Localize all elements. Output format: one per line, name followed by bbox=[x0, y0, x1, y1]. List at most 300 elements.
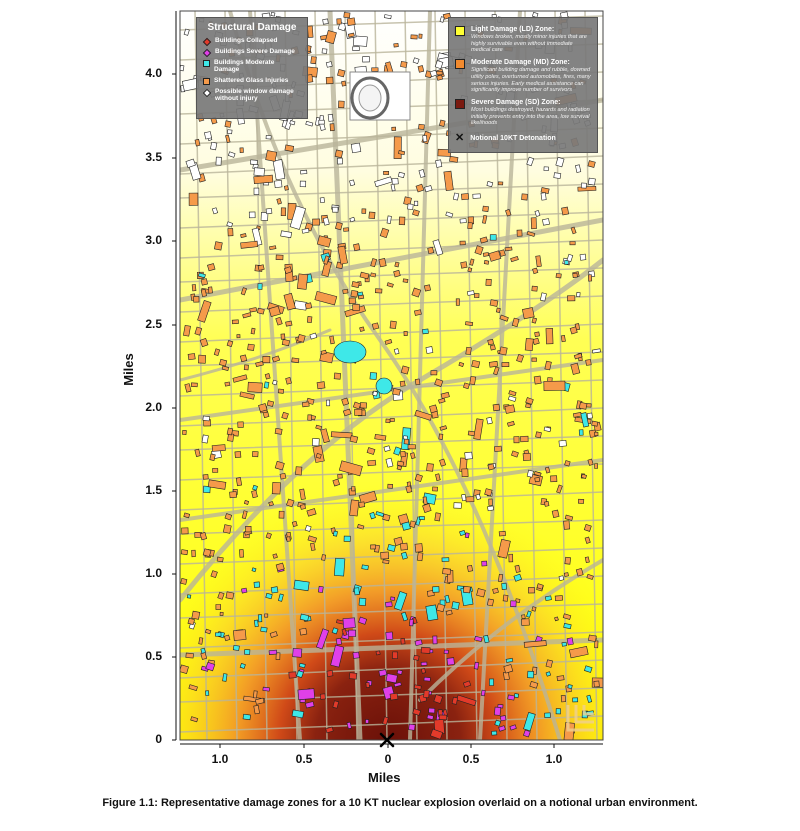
building bbox=[466, 497, 474, 502]
building bbox=[233, 630, 246, 641]
building bbox=[508, 695, 515, 700]
building bbox=[363, 57, 370, 62]
building bbox=[201, 648, 206, 653]
building bbox=[564, 573, 568, 577]
building bbox=[588, 161, 595, 168]
building bbox=[236, 478, 242, 486]
building bbox=[426, 347, 433, 354]
building bbox=[319, 120, 325, 124]
building bbox=[488, 339, 494, 345]
building bbox=[573, 698, 578, 702]
building bbox=[562, 207, 569, 215]
building bbox=[203, 416, 210, 421]
building bbox=[240, 663, 245, 668]
building bbox=[371, 545, 376, 549]
building bbox=[322, 49, 327, 54]
building bbox=[578, 186, 596, 191]
building bbox=[532, 358, 537, 362]
building bbox=[429, 708, 435, 713]
x-tick-label: 1.0 bbox=[545, 752, 563, 766]
building bbox=[381, 552, 389, 559]
building bbox=[327, 670, 333, 676]
building bbox=[490, 235, 496, 241]
building bbox=[555, 596, 562, 601]
building bbox=[320, 197, 324, 202]
building bbox=[320, 694, 325, 700]
building bbox=[266, 593, 272, 599]
building bbox=[275, 428, 282, 434]
building bbox=[227, 428, 233, 435]
building bbox=[342, 81, 346, 86]
building bbox=[488, 464, 495, 470]
building bbox=[235, 451, 241, 457]
building bbox=[245, 526, 251, 532]
building bbox=[244, 365, 248, 370]
building bbox=[250, 160, 257, 165]
building bbox=[536, 432, 542, 438]
building bbox=[522, 615, 526, 619]
building bbox=[287, 537, 291, 542]
building bbox=[465, 452, 473, 459]
building bbox=[362, 209, 366, 214]
building bbox=[192, 284, 196, 290]
building bbox=[383, 171, 388, 174]
building bbox=[442, 558, 449, 562]
building bbox=[568, 684, 573, 688]
building bbox=[188, 618, 195, 624]
x-tick-label: 0.5 bbox=[295, 752, 313, 766]
building bbox=[298, 334, 306, 342]
building bbox=[453, 193, 459, 200]
building bbox=[352, 486, 355, 490]
building bbox=[588, 275, 592, 281]
building bbox=[552, 510, 559, 518]
building bbox=[326, 400, 329, 406]
building bbox=[254, 188, 259, 195]
building bbox=[492, 731, 497, 735]
x-tick-label: 0 bbox=[384, 752, 392, 766]
building bbox=[316, 453, 321, 458]
building bbox=[353, 244, 360, 251]
building bbox=[355, 409, 362, 415]
square-swatch-icon bbox=[203, 78, 210, 85]
building bbox=[376, 651, 380, 655]
building bbox=[353, 652, 359, 658]
pond bbox=[334, 341, 366, 363]
building bbox=[473, 194, 481, 199]
building bbox=[414, 201, 418, 206]
building bbox=[460, 241, 465, 245]
building bbox=[265, 614, 268, 617]
building bbox=[308, 415, 312, 420]
building bbox=[313, 219, 320, 225]
building bbox=[481, 690, 485, 696]
building bbox=[368, 460, 376, 466]
building bbox=[239, 550, 243, 558]
building bbox=[544, 501, 549, 506]
building bbox=[526, 403, 531, 407]
building bbox=[334, 558, 345, 576]
building bbox=[227, 130, 232, 134]
building bbox=[565, 460, 571, 466]
building bbox=[298, 689, 315, 700]
building bbox=[369, 212, 375, 219]
building bbox=[248, 382, 263, 392]
building bbox=[349, 298, 356, 304]
building bbox=[436, 160, 442, 168]
building bbox=[338, 101, 344, 108]
building bbox=[397, 466, 402, 470]
building bbox=[542, 219, 549, 226]
zone-swatch-icon bbox=[455, 26, 465, 36]
zone-swatch-icon bbox=[455, 59, 465, 69]
building bbox=[577, 292, 581, 296]
y-axis-label: Miles bbox=[120, 353, 136, 386]
building bbox=[424, 285, 430, 291]
building bbox=[415, 379, 420, 385]
building bbox=[437, 604, 445, 612]
building bbox=[189, 193, 198, 205]
building bbox=[499, 531, 505, 536]
building bbox=[334, 373, 341, 379]
building bbox=[581, 183, 586, 188]
building bbox=[192, 611, 200, 619]
building bbox=[215, 633, 221, 637]
building bbox=[278, 389, 283, 393]
building bbox=[461, 262, 467, 269]
building bbox=[431, 371, 437, 375]
building bbox=[386, 419, 390, 423]
building bbox=[467, 291, 474, 296]
building bbox=[210, 454, 216, 461]
building bbox=[286, 321, 293, 326]
building bbox=[487, 181, 493, 186]
building bbox=[366, 682, 370, 687]
building bbox=[192, 550, 196, 557]
building bbox=[387, 216, 391, 224]
building bbox=[265, 373, 270, 379]
building bbox=[292, 521, 297, 526]
building bbox=[402, 522, 411, 531]
diamond-swatch-icon bbox=[203, 89, 211, 97]
y-tick-label: 2.0 bbox=[145, 400, 162, 414]
building bbox=[312, 438, 319, 446]
building bbox=[400, 61, 407, 67]
building bbox=[485, 489, 493, 496]
building bbox=[567, 638, 573, 645]
building bbox=[503, 595, 508, 601]
building bbox=[360, 403, 367, 409]
building bbox=[404, 439, 409, 444]
building bbox=[528, 671, 534, 678]
building bbox=[254, 705, 260, 714]
building bbox=[282, 339, 289, 345]
x-tick-label: 1.0 bbox=[211, 752, 229, 766]
y-tick-label: 0 bbox=[155, 732, 162, 746]
building bbox=[343, 228, 348, 232]
stadium bbox=[350, 72, 410, 120]
building bbox=[546, 328, 553, 344]
building bbox=[237, 335, 240, 338]
building bbox=[194, 296, 200, 302]
building bbox=[442, 568, 450, 574]
building bbox=[271, 587, 278, 593]
building bbox=[362, 565, 369, 570]
building bbox=[488, 506, 494, 511]
building bbox=[249, 212, 255, 218]
building bbox=[595, 641, 598, 648]
building bbox=[302, 402, 309, 407]
building bbox=[201, 279, 208, 286]
building bbox=[230, 492, 237, 498]
building bbox=[266, 208, 272, 213]
building bbox=[424, 677, 430, 681]
building bbox=[253, 691, 257, 698]
zone-swatch-icon bbox=[455, 99, 465, 109]
building bbox=[250, 308, 257, 313]
building bbox=[349, 180, 354, 186]
building bbox=[474, 662, 479, 669]
building bbox=[349, 673, 357, 680]
building bbox=[595, 432, 598, 436]
building bbox=[433, 636, 437, 644]
building bbox=[358, 295, 364, 299]
building bbox=[263, 356, 270, 362]
building bbox=[390, 693, 398, 700]
building bbox=[386, 674, 397, 683]
building bbox=[452, 602, 460, 610]
building bbox=[220, 612, 223, 615]
building bbox=[353, 304, 360, 311]
building bbox=[393, 388, 401, 395]
building bbox=[208, 287, 212, 294]
building bbox=[300, 181, 306, 187]
building bbox=[395, 262, 399, 267]
building bbox=[423, 497, 427, 505]
building bbox=[205, 691, 208, 696]
building bbox=[386, 632, 393, 640]
building bbox=[489, 499, 493, 505]
building bbox=[251, 328, 255, 334]
building bbox=[266, 135, 271, 139]
building bbox=[264, 382, 269, 388]
y-axis bbox=[172, 11, 176, 740]
building bbox=[385, 602, 392, 607]
y-tick-label: 3.5 bbox=[145, 150, 162, 164]
building bbox=[182, 528, 189, 534]
zone-legend-item bbox=[455, 26, 591, 54]
building bbox=[483, 252, 489, 256]
structural-legend-label: Shattered Glass Injuries bbox=[214, 76, 289, 84]
building bbox=[546, 660, 553, 668]
y-tick-label: 3.0 bbox=[145, 233, 162, 247]
building bbox=[514, 693, 518, 697]
building bbox=[353, 36, 367, 47]
building bbox=[203, 474, 208, 479]
building bbox=[244, 650, 249, 655]
building bbox=[578, 499, 584, 503]
building bbox=[493, 588, 499, 593]
building bbox=[541, 193, 546, 201]
building bbox=[269, 650, 277, 655]
pond bbox=[376, 378, 392, 394]
building bbox=[257, 308, 264, 314]
structural-legend-item bbox=[203, 59, 301, 74]
building bbox=[181, 578, 187, 584]
structural-legend-label: Possible window damage without injury bbox=[215, 87, 294, 103]
building bbox=[545, 596, 551, 601]
building bbox=[271, 12, 275, 16]
building bbox=[509, 554, 513, 562]
building bbox=[347, 18, 355, 26]
building bbox=[210, 142, 216, 150]
building bbox=[592, 421, 598, 426]
building bbox=[375, 289, 382, 293]
building bbox=[439, 434, 443, 440]
building bbox=[594, 681, 600, 687]
building bbox=[415, 544, 423, 553]
building bbox=[365, 719, 368, 723]
building bbox=[343, 289, 348, 293]
building bbox=[423, 135, 427, 141]
building bbox=[419, 34, 422, 38]
building bbox=[344, 536, 350, 541]
building bbox=[417, 553, 423, 561]
building bbox=[233, 645, 239, 650]
zone-description: Most buildings destroyed, hazards and radiation initially prevents entry into the area, low survival likelihoods bbox=[471, 107, 590, 127]
x-mark-icon: ✕ bbox=[455, 132, 465, 145]
building bbox=[274, 180, 282, 187]
building bbox=[300, 504, 305, 509]
building bbox=[557, 676, 564, 681]
building bbox=[372, 68, 378, 72]
building bbox=[224, 635, 230, 641]
building bbox=[439, 715, 447, 720]
building bbox=[403, 436, 407, 440]
building bbox=[498, 182, 503, 185]
building bbox=[199, 638, 203, 645]
building bbox=[300, 170, 306, 174]
building bbox=[521, 619, 529, 626]
building bbox=[502, 362, 509, 366]
building bbox=[522, 194, 528, 200]
building bbox=[510, 601, 516, 607]
building bbox=[297, 274, 308, 290]
building bbox=[490, 300, 498, 307]
building bbox=[426, 605, 438, 621]
building bbox=[388, 484, 393, 488]
building bbox=[294, 580, 309, 591]
structural-legend-item bbox=[203, 88, 301, 103]
building bbox=[588, 635, 596, 642]
building bbox=[587, 413, 592, 419]
building bbox=[470, 376, 476, 384]
building bbox=[561, 695, 565, 702]
y-tick-label: 1.5 bbox=[145, 483, 162, 497]
figure-caption: Figure 1.1: Representative damage zones for a 10 KT nuclear explosion overlaid on a notional urban environment. bbox=[102, 797, 698, 809]
building bbox=[573, 273, 578, 278]
building bbox=[390, 418, 394, 421]
building bbox=[401, 366, 409, 374]
building bbox=[517, 230, 522, 236]
building bbox=[372, 323, 379, 330]
structural-legend-label: Buildings Moderate Damage bbox=[214, 59, 275, 74]
building bbox=[181, 550, 187, 555]
structural-damage-legend bbox=[196, 17, 308, 119]
building bbox=[360, 327, 365, 332]
building bbox=[280, 473, 286, 479]
building bbox=[186, 653, 194, 658]
y-tick-label: 1.0 bbox=[145, 566, 162, 580]
building bbox=[285, 145, 294, 152]
building bbox=[351, 290, 358, 297]
building bbox=[456, 299, 459, 306]
building bbox=[207, 264, 215, 271]
building bbox=[452, 697, 458, 704]
building bbox=[494, 707, 500, 715]
building bbox=[514, 437, 519, 443]
building bbox=[555, 617, 559, 621]
building bbox=[212, 445, 225, 452]
building bbox=[261, 627, 268, 632]
building bbox=[337, 158, 342, 164]
building bbox=[419, 516, 424, 519]
building bbox=[550, 476, 556, 482]
building bbox=[532, 607, 536, 612]
building bbox=[254, 168, 265, 176]
building bbox=[238, 422, 244, 428]
structural-legend-label: Buildings Severe Damage bbox=[215, 48, 295, 55]
legend-title: Structural Damage bbox=[207, 22, 297, 33]
building bbox=[484, 260, 489, 264]
zone-description: Windows broken, mostly minor injuries that are highly survivable even without immediate medical care bbox=[471, 34, 587, 54]
building bbox=[191, 383, 197, 387]
building bbox=[463, 383, 469, 389]
building bbox=[468, 268, 472, 272]
building bbox=[398, 172, 404, 177]
building bbox=[498, 574, 502, 582]
building bbox=[449, 156, 457, 162]
building bbox=[294, 301, 307, 311]
building bbox=[531, 218, 536, 229]
building bbox=[307, 317, 312, 323]
building bbox=[500, 716, 506, 721]
building bbox=[460, 219, 466, 224]
building bbox=[462, 469, 468, 477]
building bbox=[354, 588, 359, 595]
building bbox=[321, 555, 325, 561]
building bbox=[272, 380, 277, 385]
building bbox=[474, 294, 479, 298]
zone-legend-item bbox=[455, 99, 591, 127]
building bbox=[223, 674, 227, 682]
building bbox=[546, 672, 551, 677]
building bbox=[216, 604, 221, 609]
building bbox=[486, 279, 492, 285]
building bbox=[477, 588, 486, 596]
building bbox=[465, 322, 472, 326]
x-tick-label: 0.5 bbox=[462, 752, 480, 766]
building bbox=[400, 381, 405, 386]
building bbox=[490, 345, 495, 350]
building bbox=[276, 255, 283, 260]
building bbox=[437, 75, 443, 80]
building bbox=[427, 463, 434, 471]
building bbox=[187, 595, 191, 599]
building bbox=[535, 332, 540, 337]
building bbox=[564, 521, 570, 530]
building bbox=[243, 714, 251, 720]
